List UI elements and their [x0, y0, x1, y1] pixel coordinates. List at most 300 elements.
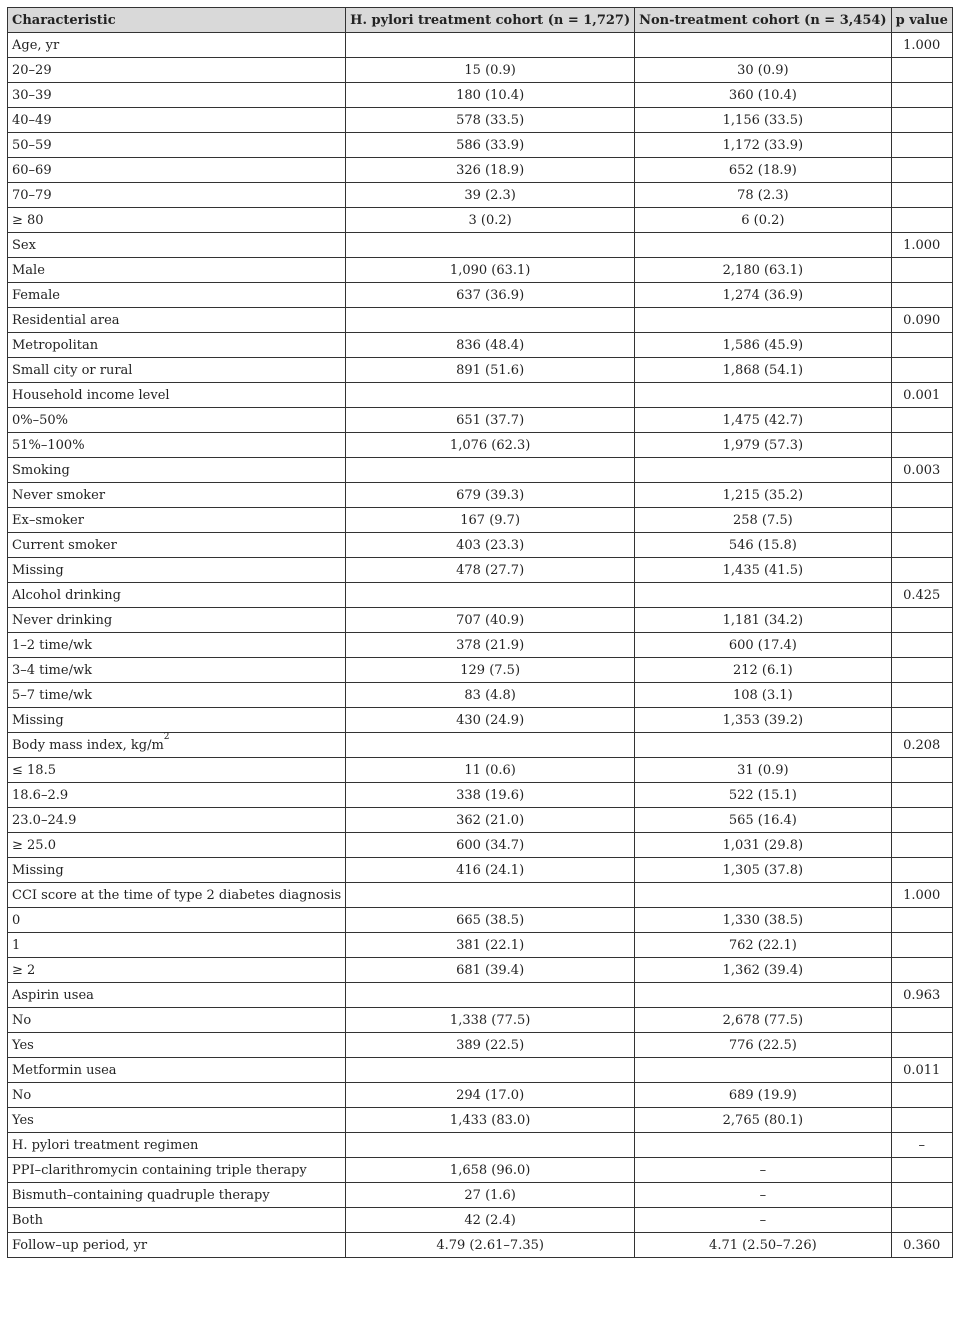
p-value: [891, 558, 952, 583]
non-treatment-cohort-value: 652 (18.9): [635, 158, 891, 183]
non-treatment-cohort-value: 30 (0.9): [635, 58, 891, 83]
table-row: [8, 483, 953, 508]
treatment-cohort-value: 129 (7.5): [346, 658, 635, 683]
treatment-cohort-value: [346, 33, 635, 58]
row-label-cell: [8, 1158, 346, 1183]
treatment-cohort-value: 637 (36.9): [346, 283, 635, 308]
p-value: [891, 633, 952, 658]
treatment-cohort-value: 4.79 (2.61–7.35): [346, 1233, 635, 1258]
row-label-cell: [8, 1108, 346, 1133]
row-label-cell: [8, 383, 346, 408]
table-row: [8, 1033, 953, 1058]
row-label: 60–69: [12, 162, 52, 178]
treatment-cohort-value: 27 (1.6): [346, 1183, 635, 1208]
table-row: [8, 133, 953, 158]
non-treatment-cohort-value: 776 (22.5): [635, 1033, 891, 1058]
non-treatment-cohort-value: [635, 583, 891, 608]
p-value: [891, 658, 952, 683]
table-row: [8, 608, 953, 633]
row-label-cell: [8, 1183, 346, 1208]
p-value: 0.001: [891, 383, 952, 408]
non-treatment-cohort-value: –: [635, 1158, 891, 1183]
row-label: Male: [12, 262, 45, 278]
treatment-cohort-value: 83 (4.8): [346, 683, 635, 708]
table-row: [8, 258, 953, 283]
row-label-cell: [8, 33, 346, 58]
non-treatment-cohort-value: 360 (10.4): [635, 83, 891, 108]
row-label-cell: [8, 833, 346, 858]
row-label-cell: [8, 683, 346, 708]
row-label: Missing: [12, 862, 64, 878]
table-row: [8, 233, 953, 258]
treatment-cohort-value: [346, 458, 635, 483]
treatment-cohort-value: 651 (37.7): [346, 408, 635, 433]
non-treatment-cohort-value: 78 (2.3): [635, 183, 891, 208]
row-label: Small city or rural: [12, 362, 133, 378]
row-label-cell: [8, 458, 346, 483]
table-row: [8, 1133, 953, 1158]
header-row: [8, 8, 953, 33]
header-characteristic: Characteristic: [8, 8, 346, 33]
row-label: 3–4 time/wk: [12, 662, 92, 678]
row-label: Female: [12, 287, 60, 303]
treatment-cohort-value: 403 (23.3): [346, 533, 635, 558]
row-label-cell: [8, 158, 346, 183]
row-label: ≥ 80: [12, 212, 44, 228]
row-label: 70–79: [12, 187, 52, 203]
row-label-cell: [8, 283, 346, 308]
row-label: Yes: [12, 1112, 34, 1128]
row-label-cell: [8, 233, 346, 258]
non-treatment-cohort-value: 2,180 (63.1): [635, 258, 891, 283]
treatment-cohort-value: 891 (51.6): [346, 358, 635, 383]
row-label: Residential area: [12, 312, 120, 328]
p-value: 0.003: [891, 458, 952, 483]
table-row: [8, 1083, 953, 1108]
row-label-cell: [8, 183, 346, 208]
row-label: No: [12, 1087, 32, 1103]
row-label-cell: [8, 533, 346, 558]
row-label-cell: [8, 333, 346, 358]
header-treatment-cohort: H. pylori treatment cohort (n = 1,727): [346, 8, 635, 33]
table-row: [8, 958, 953, 983]
table-row: [8, 158, 953, 183]
treatment-cohort-value: [346, 883, 635, 908]
p-value: [891, 483, 952, 508]
non-treatment-cohort-value: 546 (15.8): [635, 533, 891, 558]
table-row: [8, 508, 953, 533]
row-label-cell: [8, 1208, 346, 1233]
treatment-cohort-value: 389 (22.5): [346, 1033, 635, 1058]
row-label: 18.6–2.9: [12, 787, 69, 803]
row-label-cell: [8, 83, 346, 108]
treatment-cohort-value: 15 (0.9): [346, 58, 635, 83]
table-row: [8, 183, 953, 208]
treatment-cohort-value: [346, 1058, 635, 1083]
treatment-cohort-value: 578 (33.5): [346, 108, 635, 133]
p-value: 0.425: [891, 583, 952, 608]
row-label: Missing: [12, 562, 64, 578]
treatment-cohort-value: 1,090 (63.1): [346, 258, 635, 283]
treatment-cohort-value: 378 (21.9): [346, 633, 635, 658]
treatment-cohort-value: 586 (33.9): [346, 133, 635, 158]
treatment-cohort-value: [346, 1133, 635, 1158]
row-label: ≤ 18.5: [12, 762, 56, 778]
row-label-cell: [8, 783, 346, 808]
treatment-cohort-value: 478 (27.7): [346, 558, 635, 583]
treatment-cohort-value: 679 (39.3): [346, 483, 635, 508]
row-label-cell: [8, 758, 346, 783]
treatment-cohort-value: 11 (0.6): [346, 758, 635, 783]
p-value: 0.208: [891, 733, 952, 758]
table-row: [8, 358, 953, 383]
table-row: [8, 383, 953, 408]
row-label: Household income level: [12, 387, 170, 403]
table-row: [8, 1183, 953, 1208]
treatment-cohort-value: 294 (17.0): [346, 1083, 635, 1108]
p-value: [891, 858, 952, 883]
row-label: 23.0–24.9: [12, 812, 77, 828]
row-label-cell: [8, 1033, 346, 1058]
treatment-cohort-value: 362 (21.0): [346, 808, 635, 833]
row-label: Smoking: [12, 462, 70, 478]
characteristics-table: [7, 7, 953, 1258]
table-row: [8, 583, 953, 608]
row-label: Metformin usea: [12, 1062, 117, 1078]
p-value: [891, 808, 952, 833]
non-treatment-cohort-value: 1,181 (34.2): [635, 608, 891, 633]
non-treatment-cohort-value: 1,979 (57.3): [635, 433, 891, 458]
header-non-treatment-cohort: Non-treatment cohort (n = 3,454): [635, 8, 891, 33]
row-label-cell: [8, 933, 346, 958]
row-label: Sex: [12, 237, 36, 253]
row-label: Metropolitan: [12, 337, 99, 353]
row-label: 0%–50%: [12, 412, 69, 428]
table-row: [8, 108, 953, 133]
table-row: [8, 208, 953, 233]
row-label-cell: [8, 908, 346, 933]
row-label: 51%–100%: [12, 437, 85, 453]
p-value: [891, 608, 952, 633]
row-label-cell: [8, 733, 346, 758]
non-treatment-cohort-value: 522 (15.1): [635, 783, 891, 808]
row-label-cell: [8, 1008, 346, 1033]
row-label-cell: [8, 883, 346, 908]
treatment-cohort-value: 430 (24.9): [346, 708, 635, 733]
table-row: [8, 808, 953, 833]
table-row: [8, 658, 953, 683]
treatment-cohort-value: 39 (2.3): [346, 183, 635, 208]
non-treatment-cohort-value: [635, 458, 891, 483]
table-row: [8, 883, 953, 908]
treatment-cohort-value: 681 (39.4): [346, 958, 635, 983]
table-row: [8, 933, 953, 958]
row-label: Both: [12, 1212, 43, 1228]
treatment-cohort-value: 1,433 (83.0): [346, 1108, 635, 1133]
p-value: [891, 833, 952, 858]
row-label: 1–2 time/wk: [12, 637, 92, 653]
table-row: [8, 683, 953, 708]
non-treatment-cohort-value: 1,353 (39.2): [635, 708, 891, 733]
row-label: H. pylori treatment regimen: [12, 1137, 199, 1153]
non-treatment-cohort-value: 1,330 (38.5): [635, 908, 891, 933]
p-value: 0.963: [891, 983, 952, 1008]
row-label: ≥ 25.0: [12, 837, 56, 853]
table-row: [8, 308, 953, 333]
p-value: [891, 1183, 952, 1208]
p-value: 1.000: [891, 883, 952, 908]
table-row: [8, 83, 953, 108]
row-label-cell: [8, 108, 346, 133]
row-label-cell: [8, 708, 346, 733]
non-treatment-cohort-value: –: [635, 1208, 891, 1233]
p-value: [891, 333, 952, 358]
treatment-cohort-value: 416 (24.1): [346, 858, 635, 883]
table-row: [8, 1158, 953, 1183]
treatment-cohort-value: [346, 583, 635, 608]
treatment-cohort-value: [346, 983, 635, 1008]
p-value: [891, 1108, 952, 1133]
p-value: [891, 133, 952, 158]
table-row: [8, 833, 953, 858]
row-label-cell: [8, 508, 346, 533]
table-row: [8, 783, 953, 808]
non-treatment-cohort-value: 108 (3.1): [635, 683, 891, 708]
p-value: [891, 1158, 952, 1183]
row-label: 5–7 time/wk: [12, 687, 92, 703]
row-label-cell: [8, 633, 346, 658]
p-value: [891, 83, 952, 108]
table-row: [8, 633, 953, 658]
row-label-cell: [8, 483, 346, 508]
non-treatment-cohort-value: 1,868 (54.1): [635, 358, 891, 383]
row-label: Ex–smoker: [12, 512, 84, 528]
table-row: [8, 858, 953, 883]
non-treatment-cohort-value: 689 (19.9): [635, 1083, 891, 1108]
row-label: 40–49: [12, 112, 52, 128]
row-label: Age, yr: [12, 37, 60, 53]
p-value: [891, 508, 952, 533]
non-treatment-cohort-value: [635, 233, 891, 258]
p-value: –: [891, 1133, 952, 1158]
p-value: [891, 783, 952, 808]
non-treatment-cohort-value: 1,156 (33.5): [635, 108, 891, 133]
row-label: 0: [12, 912, 21, 928]
row-label-cell: [8, 858, 346, 883]
non-treatment-cohort-value: 6 (0.2): [635, 208, 891, 233]
table-row: [8, 458, 953, 483]
row-label-cell: [8, 358, 346, 383]
non-treatment-cohort-value: 1,172 (33.9): [635, 133, 891, 158]
non-treatment-cohort-value: 212 (6.1): [635, 658, 891, 683]
treatment-cohort-value: 167 (9.7): [346, 508, 635, 533]
row-label: ≥ 2: [12, 962, 36, 978]
non-treatment-cohort-value: –: [635, 1183, 891, 1208]
row-label-cell: [8, 608, 346, 633]
p-value: [891, 708, 952, 733]
treatment-cohort-value: 665 (38.5): [346, 908, 635, 933]
non-treatment-cohort-value: 1,586 (45.9): [635, 333, 891, 358]
row-label: Never drinking: [12, 612, 113, 628]
p-value: 0.360: [891, 1233, 952, 1258]
non-treatment-cohort-value: 258 (7.5): [635, 508, 891, 533]
treatment-cohort-value: 338 (19.6): [346, 783, 635, 808]
row-label: Yes: [12, 1037, 34, 1053]
non-treatment-cohort-value: [635, 983, 891, 1008]
treatment-cohort-value: [346, 233, 635, 258]
treatment-cohort-value: 3 (0.2): [346, 208, 635, 233]
row-label: No: [12, 1012, 32, 1028]
p-value: [891, 758, 952, 783]
row-label: 50–59: [12, 137, 52, 153]
non-treatment-cohort-value: [635, 1058, 891, 1083]
p-value: [891, 433, 952, 458]
row-label: Body mass index, kg/m: [12, 737, 164, 753]
non-treatment-cohort-value: 4.71 (2.50–7.26): [635, 1233, 891, 1258]
row-label-cell: [8, 1233, 346, 1258]
row-label-cell: [8, 583, 346, 608]
non-treatment-cohort-value: 2,678 (77.5): [635, 1008, 891, 1033]
treatment-cohort-value: 1,076 (62.3): [346, 433, 635, 458]
row-label-cell: [8, 408, 346, 433]
non-treatment-cohort-value: 1,031 (29.8): [635, 833, 891, 858]
row-label-cell: [8, 808, 346, 833]
non-treatment-cohort-value: [635, 383, 891, 408]
treatment-cohort-value: 180 (10.4): [346, 83, 635, 108]
table-row: [8, 333, 953, 358]
table-row: [8, 408, 953, 433]
row-label: Bismuth–containing quadruple therapy: [12, 1187, 270, 1203]
table-row: [8, 283, 953, 308]
table-row: [8, 908, 953, 933]
table-row: [8, 708, 953, 733]
row-label: 30–39: [12, 87, 52, 103]
p-value: [891, 958, 952, 983]
table-row: [8, 58, 953, 83]
treatment-cohort-value: 381 (22.1): [346, 933, 635, 958]
row-label-cell: [8, 1083, 346, 1108]
p-value: [891, 683, 952, 708]
row-label-cell: [8, 658, 346, 683]
non-treatment-cohort-value: 1,305 (37.8): [635, 858, 891, 883]
table-row: [8, 758, 953, 783]
table-row: [8, 1208, 953, 1233]
p-value: [891, 1033, 952, 1058]
row-label-cell: [8, 258, 346, 283]
p-value: [891, 408, 952, 433]
p-value: 1.000: [891, 233, 952, 258]
non-treatment-cohort-value: 600 (17.4): [635, 633, 891, 658]
p-value: [891, 533, 952, 558]
row-label-cell: [8, 308, 346, 333]
p-value: [891, 183, 952, 208]
non-treatment-cohort-value: [635, 1133, 891, 1158]
row-label: Missing: [12, 712, 64, 728]
treatment-cohort-value: 1,658 (96.0): [346, 1158, 635, 1183]
row-label-cell: [8, 208, 346, 233]
non-treatment-cohort-value: [635, 883, 891, 908]
table-row: [8, 983, 953, 1008]
non-treatment-cohort-value: 31 (0.9): [635, 758, 891, 783]
row-label: PPI–clarithromycin containing triple therapy: [12, 1162, 307, 1178]
non-treatment-cohort-value: 1,475 (42.7): [635, 408, 891, 433]
non-treatment-cohort-value: 1,274 (36.9): [635, 283, 891, 308]
p-value: [891, 258, 952, 283]
p-value: 0.090: [891, 308, 952, 333]
non-treatment-cohort-value: 1,435 (41.5): [635, 558, 891, 583]
row-label-cell: [8, 1133, 346, 1158]
non-treatment-cohort-value: 1,362 (39.4): [635, 958, 891, 983]
row-label-cell: [8, 558, 346, 583]
p-value: [891, 58, 952, 83]
treatment-cohort-value: [346, 383, 635, 408]
row-label: 20–29: [12, 62, 52, 78]
p-value: [891, 358, 952, 383]
row-label: Aspirin usea: [12, 987, 94, 1003]
row-label-superscript: 2: [163, 732, 170, 743]
p-value: [891, 1208, 952, 1233]
p-value: [891, 208, 952, 233]
non-treatment-cohort-value: 2,765 (80.1): [635, 1108, 891, 1133]
header-p-value: p value: [891, 8, 952, 33]
table-row: [8, 533, 953, 558]
row-label: Follow–up period, yr: [12, 1237, 148, 1253]
non-treatment-cohort-value: [635, 733, 891, 758]
row-label: 1: [12, 937, 21, 953]
p-value: 0.011: [891, 1058, 952, 1083]
row-label-cell: [8, 958, 346, 983]
p-value: [891, 108, 952, 133]
row-label: CCI score at the time of type 2 diabetes diagnosis: [12, 887, 342, 903]
treatment-cohort-value: 42 (2.4): [346, 1208, 635, 1233]
p-value: [891, 158, 952, 183]
treatment-cohort-value: 836 (48.4): [346, 333, 635, 358]
table-row: [8, 1108, 953, 1133]
table-row: [8, 733, 953, 758]
table-row: [8, 558, 953, 583]
non-treatment-cohort-value: [635, 308, 891, 333]
non-treatment-cohort-value: [635, 33, 891, 58]
p-value: [891, 933, 952, 958]
treatment-cohort-value: 707 (40.9): [346, 608, 635, 633]
treatment-cohort-value: 326 (18.9): [346, 158, 635, 183]
row-label-cell: [8, 433, 346, 458]
non-treatment-cohort-value: 762 (22.1): [635, 933, 891, 958]
p-value: 1.000: [891, 33, 952, 58]
p-value: [891, 283, 952, 308]
table-row: [8, 1233, 953, 1258]
row-label-cell: [8, 58, 346, 83]
row-label-cell: [8, 983, 346, 1008]
p-value: [891, 1083, 952, 1108]
non-treatment-cohort-value: 565 (16.4): [635, 808, 891, 833]
table-body: [8, 33, 953, 1258]
row-label: Alcohol drinking: [12, 587, 121, 603]
table-row: [8, 1058, 953, 1083]
table-row: [8, 33, 953, 58]
row-label-cell: [8, 133, 346, 158]
table-row: [8, 1008, 953, 1033]
non-treatment-cohort-value: 1,215 (35.2): [635, 483, 891, 508]
treatment-cohort-value: 600 (34.7): [346, 833, 635, 858]
table-row: [8, 433, 953, 458]
row-label-cell: [8, 1058, 346, 1083]
p-value: [891, 1008, 952, 1033]
treatment-cohort-value: [346, 733, 635, 758]
treatment-cohort-value: 1,338 (77.5): [346, 1008, 635, 1033]
row-label: Never smoker: [12, 487, 106, 503]
row-label: Current smoker: [12, 537, 117, 553]
